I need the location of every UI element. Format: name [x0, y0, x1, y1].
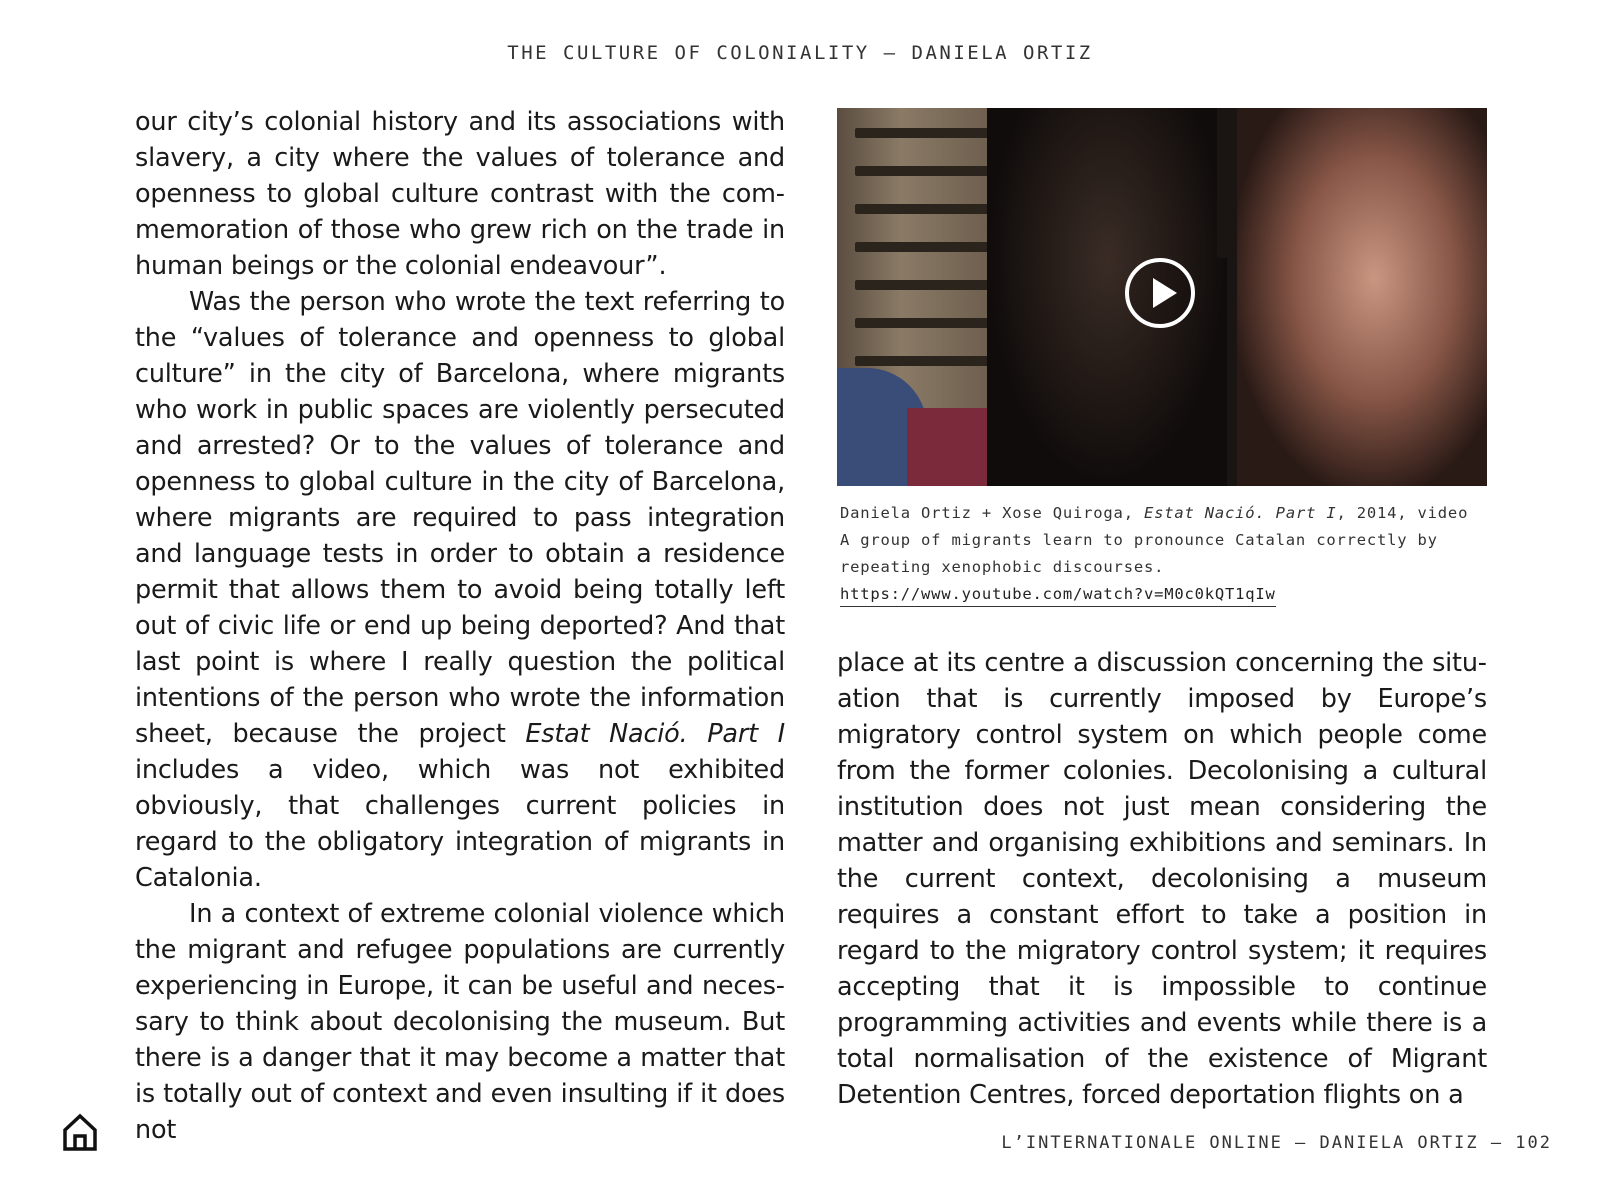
- figure-caption: [840, 500, 1480, 608]
- paragraph: In a context of extreme colonial violence which the migrant and refugee populations are currently experiencing in Europe, it can be useful and necessary to think about decolonising the museum. But there is a danger that it may become a matter that is totally out of context and even insulting if it does not: [135, 899, 785, 1145]
- running-title: THE CULTURE OF COLONIALITY – DANIELA ORTIZ: [507, 42, 1093, 64]
- video-link[interactable]: https://www.youtube.com/watch?v=M0c0kQT1qIw: [840, 582, 1276, 607]
- video-thumbnail[interactable]: [837, 108, 1487, 486]
- paragraph-text: Was the person who wrote the text referring to the “values of tolerance and openness to global culture” in the city of Barcelona, where migrants who work in public spaces are violently persecuted and arrested? Or to the values of tolerance and openness to global culture in the city of Barcelona, where migrants are required to pass integration and language tests in order to obtain a residence permit that allows them to avoid being totally left out of civic life or end up being deported? And that last point is where I really question the political intentions of the person who wrote the information sheet, because the project: [135, 287, 785, 749]
- left-column: [135, 104, 785, 1148]
- page-footer: L’INTERNATIONALE ONLINE – DANIELA ORTIZ – 102: [1001, 1133, 1552, 1153]
- paragraph: place at its centre a discussion concerning the situation that is currently imposed by Europe’s migratory control system on which people come from the former colonies. Decolonising a cultural institution does not just mean considering the matter and organising exhibitions and seminars. In the current context, decolonising a museum requires a constant effort to take a position in regard to the migratory control system; it requires accepting that it is impossible to continue programming activities and events while there is a total normalisation of the existence of Migrant Detention Centres, forced deportation flights on a: [837, 648, 1487, 1110]
- home-icon[interactable]: [62, 1112, 98, 1152]
- play-icon[interactable]: [1125, 258, 1195, 328]
- paragraph: [135, 284, 785, 896]
- caption-description: , 2014, video A group of migrants learn to pronounce Catalan correctly by repeating xenophobic discourses.: [840, 504, 1469, 576]
- artwork-title: Estat Nació. Part I: [525, 719, 785, 749]
- woman-face: [1237, 108, 1487, 486]
- caption-authors: Daniela Ortiz + Xose Quiroga,: [840, 504, 1144, 522]
- paragraph: our city’s colonial history and its associations with slavery, a city where the values of tolerance and openness to global culture contrast with the commemoration of those who grew rich on the trade in human beings or the colonial endeavour”.: [135, 107, 785, 281]
- right-column: [837, 645, 1487, 1113]
- caption-title: Estat Nació. Part I: [1143, 504, 1337, 522]
- paragraph-text: includes a video, which was not exhibited obviously, that challenges current policies in regard to the obligatory integration of migrants in Catalonia.: [135, 755, 785, 893]
